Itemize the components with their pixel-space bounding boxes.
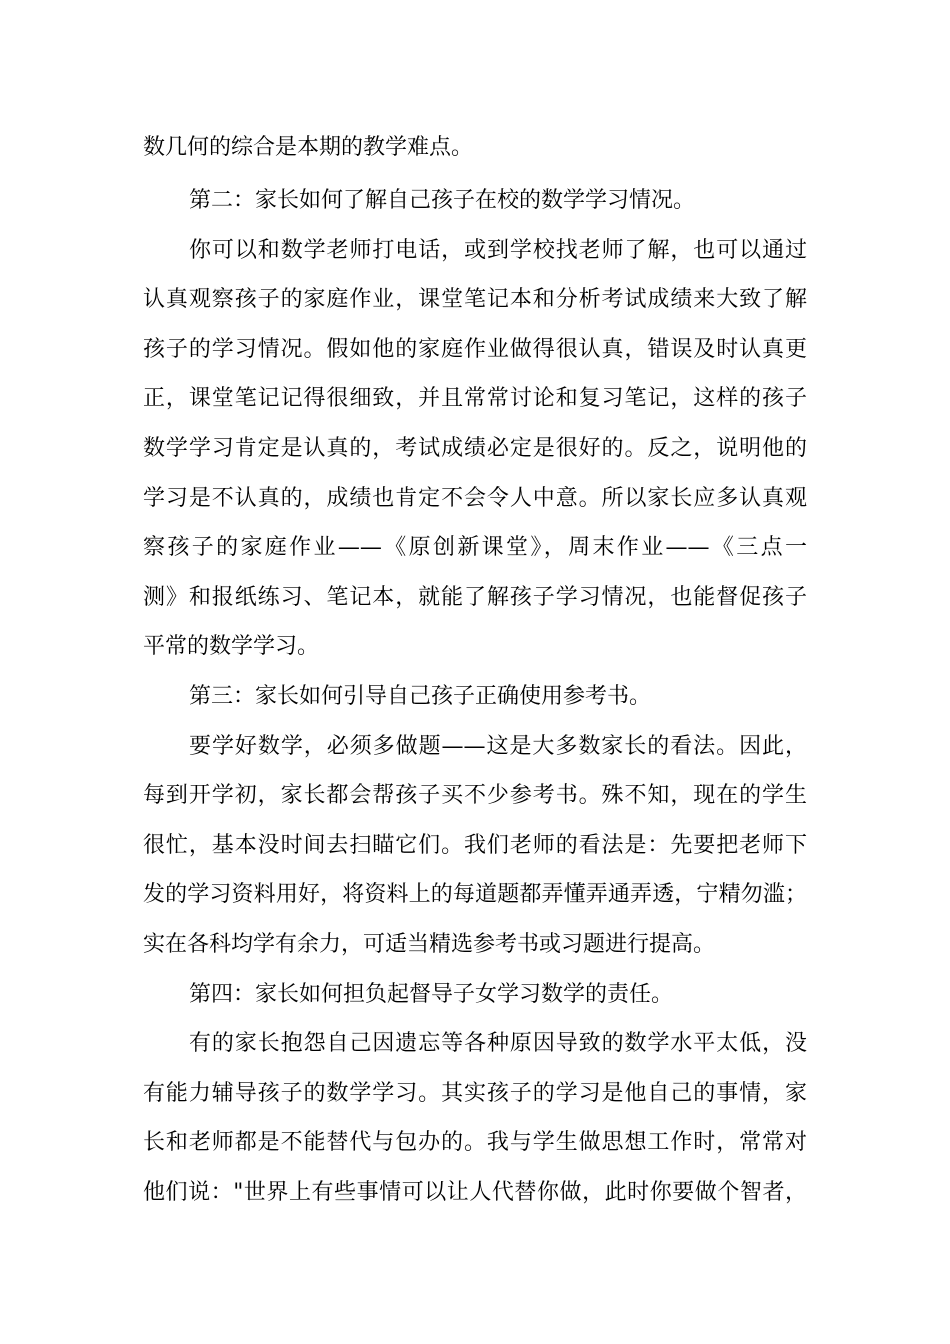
text-line-10: 测》和报纸练习、笔记本，就能了解孩子学习情况，也能督促孩子 xyxy=(143,585,807,610)
text-line-11: 平常的数学学习。 xyxy=(143,634,320,659)
text-line-16: 发的学习资料用好，将资料上的每道题都弄懂弄通弄透，宁精勿滥； xyxy=(143,882,807,907)
text-line-22: 他们说："世界上有些事情可以让人代替你做，此时你要做个智者， xyxy=(143,1180,807,1205)
text-line-21: 长和老师都是不能替代与包办的。我与学生做思想工作时，常常对 xyxy=(143,1130,807,1155)
text-line-3: 你可以和数学老师打电话，或到学校找老师了解，也可以通过 xyxy=(189,238,807,263)
text-line-15: 很忙，基本没时间去扫瞄它们。我们老师的看法是：先要把老师下 xyxy=(143,833,807,858)
text-line-4: 认真观察孩子的家庭作业，课堂笔记本和分析考试成绩来大致了解 xyxy=(143,287,807,312)
text-line-6: 正，课堂笔记记得很细致，并且常常讨论和复习笔记，这样的孩子 xyxy=(143,386,807,411)
text-line-8: 学习是不认真的，成绩也肯定不会令人中意。所以家长应多认真观 xyxy=(143,486,807,511)
text-line-20: 有能力辅导孩子的数学学习。其实孩子的学习是他自己的事情，家 xyxy=(143,1081,807,1106)
text-line-13: 要学好数学，必须多做题——这是大多数家长的看法。因此， xyxy=(189,734,807,759)
text-line-9: 察孩子的家庭作业——《原创新课堂》，周末作业——《三点一 xyxy=(143,535,807,560)
text-line-1: 数几何的综合是本期的教学难点。 xyxy=(143,135,474,160)
section-heading-4: 第四：家长如何担负起督导子女学习数学的责任。 xyxy=(189,982,674,1007)
section-heading-2: 第二：家长如何了解自己孩子在校的数学学习情况。 xyxy=(189,188,696,213)
text-line-17: 实在各科均学有余力，可适当精选参考书或习题进行提高。 xyxy=(143,932,716,957)
text-line-19: 有的家长抱怨自己因遗忘等各种原因导致的数学水平太低，没 xyxy=(189,1031,807,1056)
text-line-5: 孩子的学习情况。假如他的家庭作业做得很认真，错误及时认真更 xyxy=(143,337,807,362)
text-line-7: 数学学习肯定是认真的，考试成绩必定是很好的。反之，说明他的 xyxy=(143,436,807,461)
section-heading-3: 第三：家长如何引导自己孩子正确使用参考书。 xyxy=(189,684,652,709)
text-line-14: 每到开学初，家长都会帮孩子买不少参考书。殊不知，现在的学生 xyxy=(143,783,807,808)
